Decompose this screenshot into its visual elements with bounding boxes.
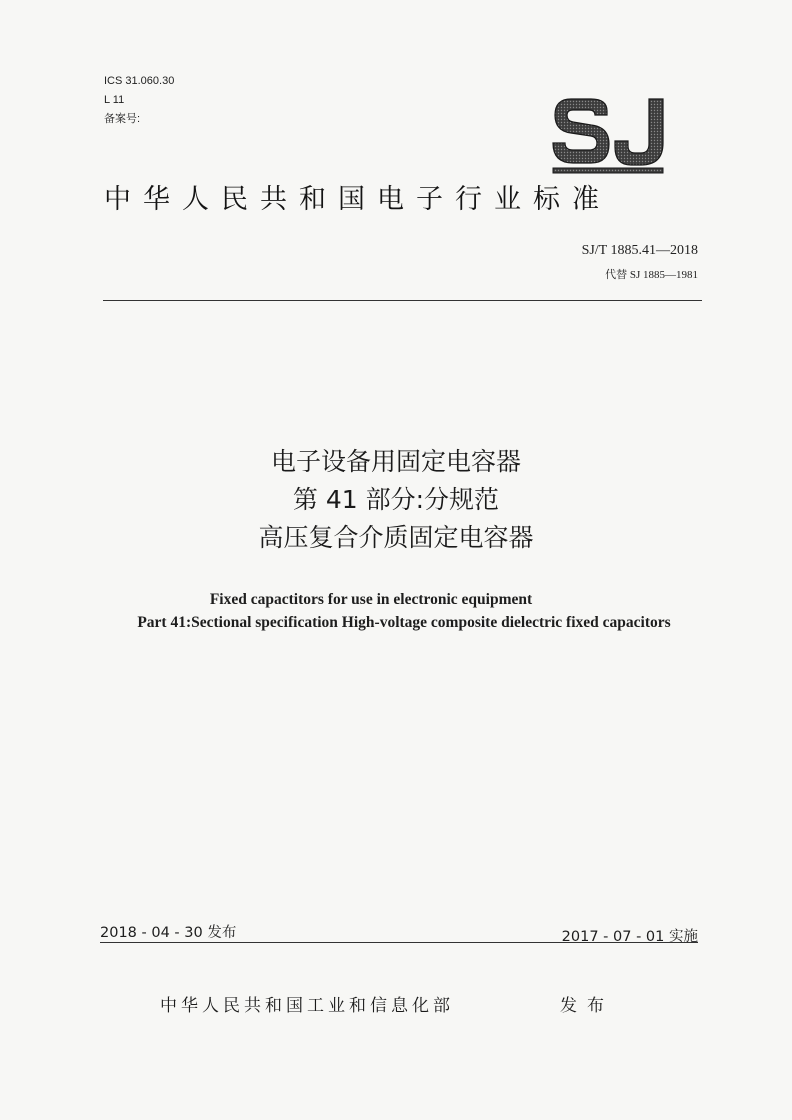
header-divider	[103, 300, 702, 301]
classification-codes	[104, 72, 174, 129]
implementation-date: 2017 - 07 - 01 实施	[561, 929, 698, 945]
publisher-name: 中华人民共和国工业和信息化部	[160, 996, 454, 1016]
chinese-title-line-3: 高压复合介质固定电容器	[258, 523, 534, 552]
english-title-line-1: Fixed capactitors for use in electronic equipment	[209, 591, 533, 608]
ics-code: ICS 31.060.30	[104, 75, 175, 87]
english-title	[0, 588, 792, 634]
english-title-line-2: Part 41:Sectional specification High-voltage composite dielectric fixed capacitors	[137, 614, 671, 631]
chinese-title-line-1: 电子设备用固定电容器	[270, 447, 521, 476]
sj-logo	[551, 97, 671, 175]
issue-date: 2018 - 04 - 30 发布	[100, 925, 237, 941]
replaces-standard: 代替 SJ 1885—1981	[605, 269, 698, 281]
chinese-title-line-2: 第 41 部分:分规范	[292, 485, 500, 514]
class-code: L 11	[104, 94, 125, 106]
footer-divider	[100, 942, 698, 943]
publish-label: 发布	[560, 996, 614, 1016]
industry-standard-title: 中华人民共和国电子行业标准	[104, 184, 611, 215]
standard-number: SJ/T 1885.41—2018	[581, 243, 698, 258]
chinese-title	[0, 443, 792, 557]
record-number-label: 备案号:	[104, 113, 141, 125]
